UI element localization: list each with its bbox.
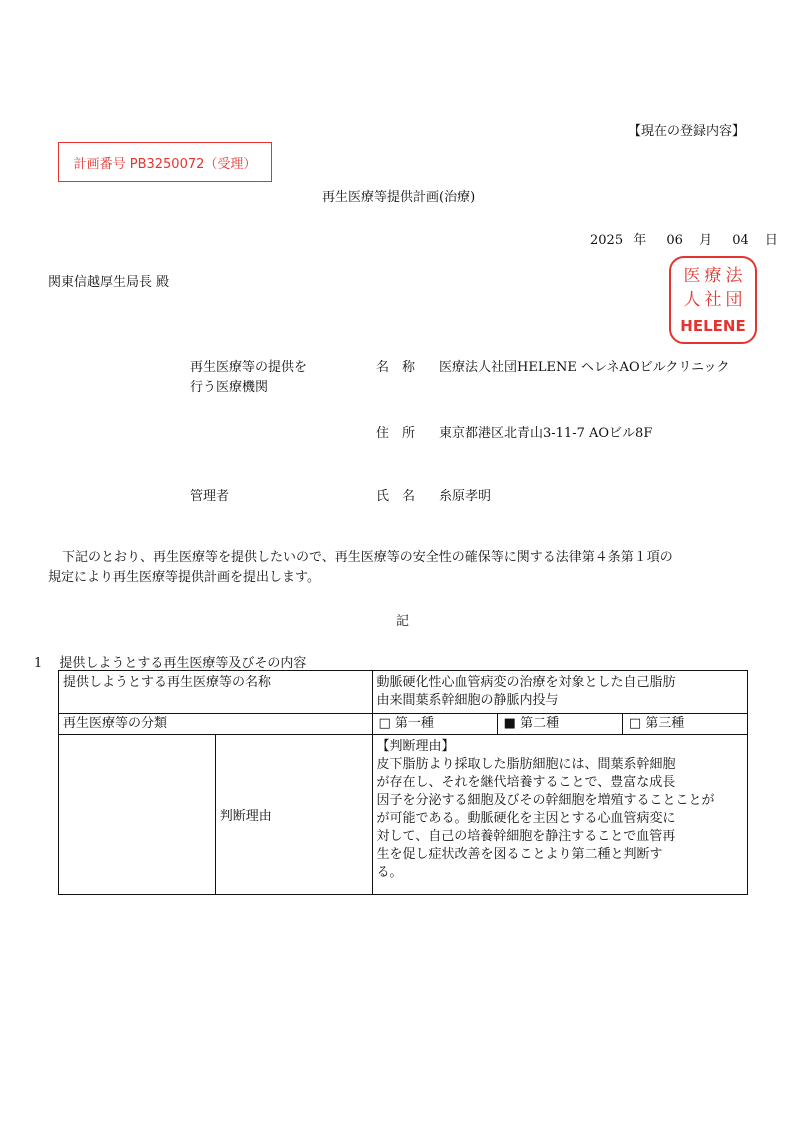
- provider-address-label: 住 所: [376, 426, 416, 441]
- date-month-unit: 月: [699, 233, 713, 248]
- intro-line-2: 規定により再生医療等提供計画を提出します。: [48, 570, 320, 585]
- svg-text:人: 人: [683, 290, 701, 310]
- date-year-unit: 年: [633, 233, 647, 248]
- current-registration-label: 【現在の登録内容】: [628, 124, 746, 139]
- reason-label: 判断理由: [219, 809, 272, 824]
- name-value-line-1: 動脈硬化性心血管病変の治療を対象とした自己脂肪: [376, 675, 676, 690]
- reason-text: [373, 735, 748, 885]
- name-value-cell: [372, 671, 748, 714]
- reason-line: が可能である。動脈硬化を主因とする心血管病変に: [376, 811, 676, 826]
- ki-heading: 記: [396, 614, 410, 629]
- table-row: [59, 735, 748, 895]
- class-options-cell: [372, 714, 748, 735]
- reason-line: 因子を分泌する細胞及びその幹細胞を増殖することことが: [376, 793, 715, 808]
- reason-line: が存在し、それを継代培養することで、豊富な成長: [376, 775, 676, 790]
- date-line: [590, 229, 778, 248]
- intro-line-1: 下記のとおり、再生医療等を提供したいので、再生医療等の安全性の確保等に関する法律第４条第１項の: [62, 550, 673, 565]
- date-day-unit: 日: [764, 233, 778, 248]
- class-option-second: ■ 第二種: [497, 714, 622, 734]
- institution-seal: [668, 255, 758, 345]
- name-value: [373, 671, 748, 713]
- date-month: 06: [666, 233, 683, 248]
- section-1-table: [58, 670, 748, 895]
- class-options: [373, 714, 748, 734]
- name-label: 提供しようとする再生医療等の名称: [63, 675, 272, 690]
- reason-line: 対して、自己の培養幹細胞を静注することで血管再: [376, 829, 676, 844]
- svg-text:療: 療: [704, 266, 722, 286]
- class-label: 再生医療等の分類: [63, 716, 168, 731]
- svg-text:HELENE: HELENE: [680, 317, 746, 335]
- provider-name-label: 名 称: [376, 360, 416, 375]
- reason-line: 【判断理由】: [376, 739, 455, 754]
- blank-cell: [59, 735, 216, 895]
- date-year: 2025: [590, 233, 624, 248]
- table-row: [59, 671, 748, 714]
- reason-label-cell: [215, 735, 372, 895]
- reason-line: 生を促し症状改善を図ることより第二種と判断す: [376, 847, 663, 862]
- manager-name-label: 氏 名: [376, 489, 416, 504]
- class-label-cell: [59, 714, 373, 735]
- addressee: 関東信越厚生局長 殿: [48, 275, 170, 290]
- provider-section-label-2: 行う医療機関: [190, 380, 269, 395]
- document-title: 再生医療等提供計画(治療): [322, 190, 476, 205]
- class-option-first: □ 第一種: [378, 716, 434, 731]
- table-row: [59, 714, 748, 735]
- name-value-line-2: 由来間葉系幹細胞の静脈内投与: [376, 693, 559, 708]
- svg-text:団: 団: [725, 290, 743, 310]
- plan-number-text: 計画番号 PB3250072（受理）: [73, 156, 257, 172]
- class-option-third: □ 第三種: [622, 714, 747, 734]
- svg-text:社: 社: [704, 290, 722, 310]
- manager-name-value: 糸原孝明: [439, 489, 492, 504]
- name-label-cell: [59, 671, 373, 714]
- reason-text-cell: [372, 735, 748, 895]
- provider-address-value: 東京都港区北青山3-11-7 AOビル8F: [439, 426, 653, 441]
- svg-text:医: 医: [683, 266, 701, 286]
- reason-line: る。: [376, 865, 403, 880]
- reason-line: 皮下脂肪より採取した脂肪細胞には、間葉系幹細胞: [376, 757, 676, 772]
- plan-number-stamp: [58, 142, 272, 182]
- manager-section-label: 管理者: [190, 489, 230, 504]
- svg-text:法: 法: [725, 266, 743, 286]
- provider-name-value: 医療法人社団HELENE ヘレネAOビルクリニック: [439, 360, 730, 375]
- date-day: 04: [732, 233, 749, 248]
- section-1-heading: 1 提供しようとする再生医療等及びその内容: [34, 656, 307, 671]
- provider-section-label-1: 再生医療等の提供を: [190, 360, 308, 375]
